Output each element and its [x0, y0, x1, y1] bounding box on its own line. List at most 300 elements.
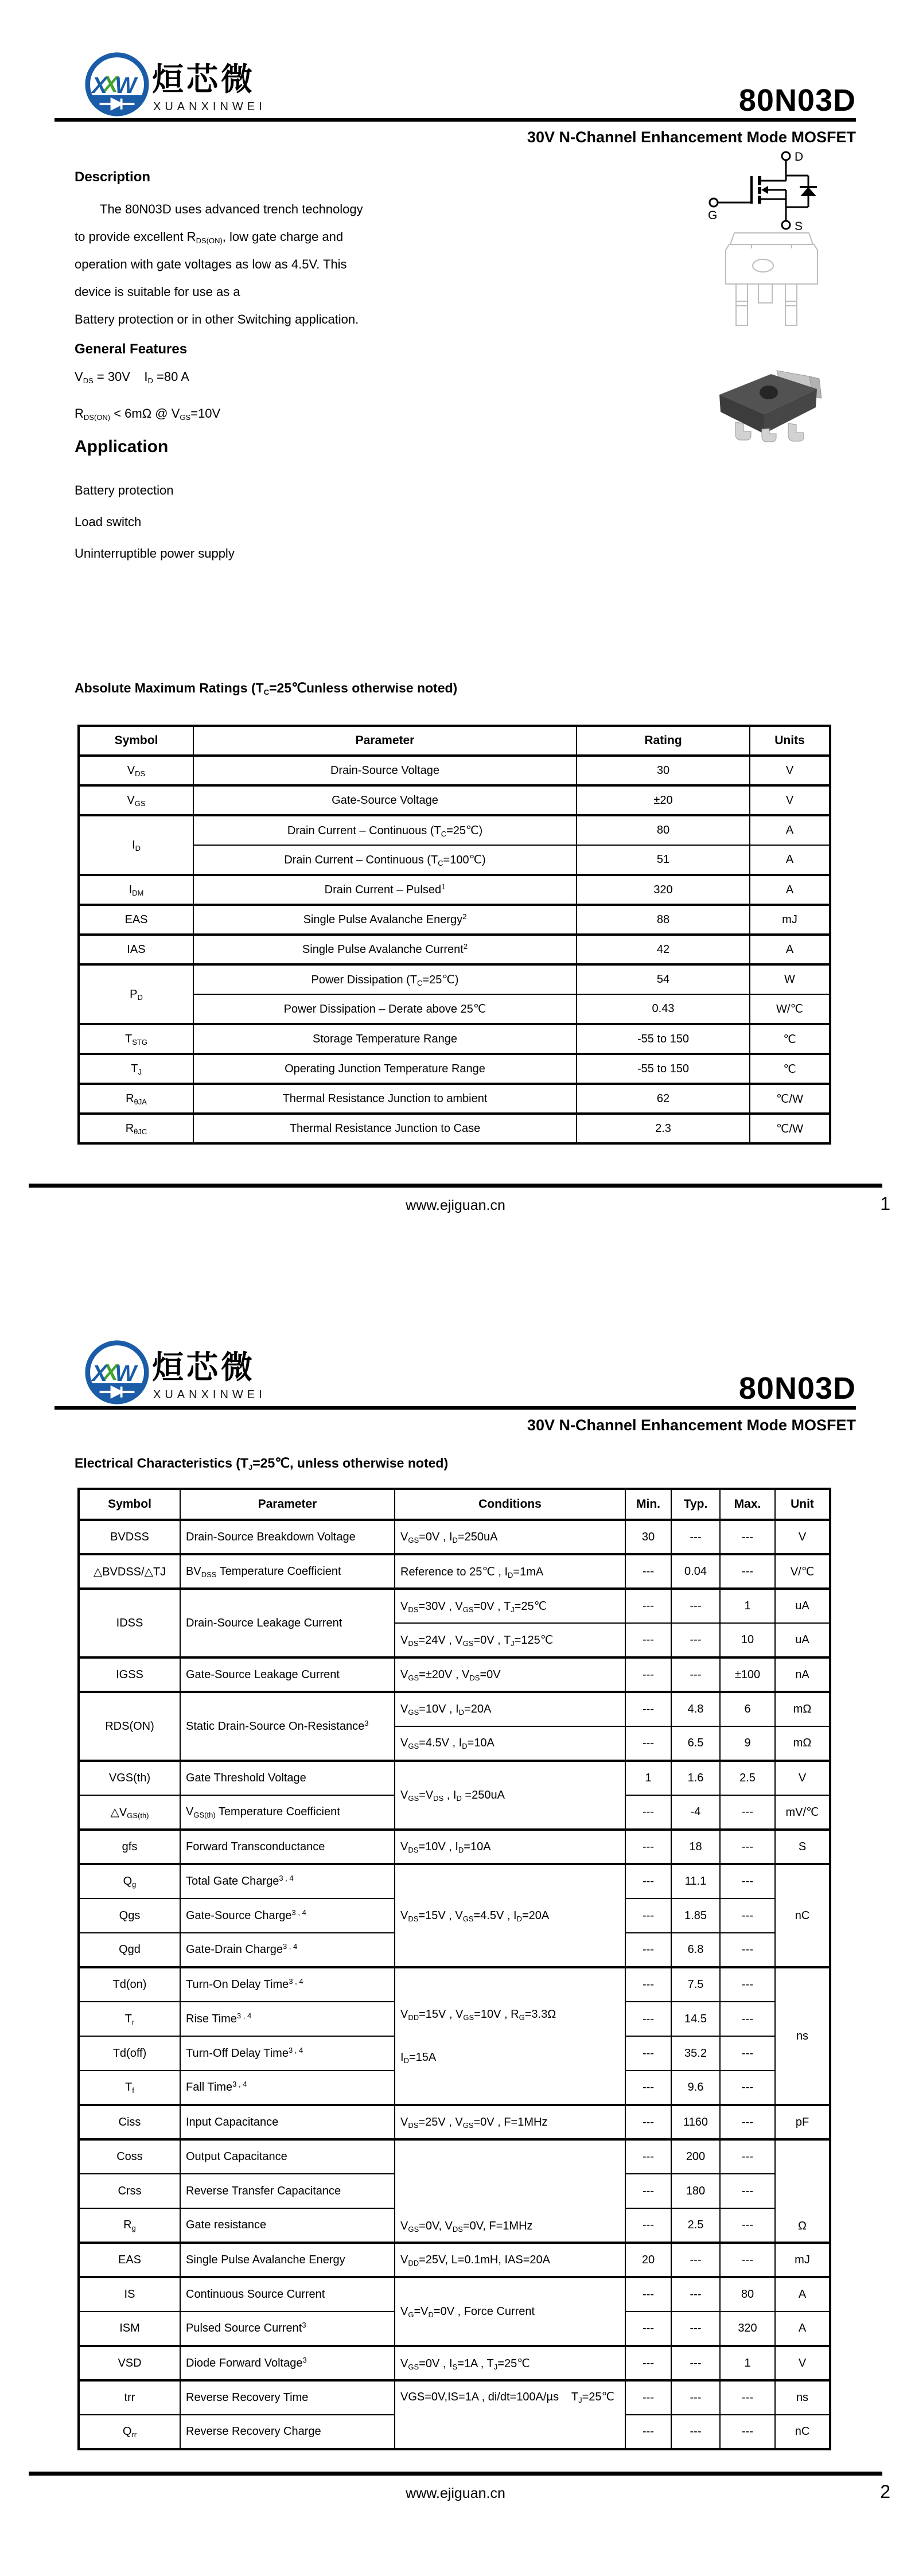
cell-max: ---: [720, 1898, 775, 1933]
page-number: 2: [880, 2481, 890, 2502]
cell-typ: 2.5: [671, 2208, 720, 2243]
cell-symbol: Td(off): [79, 2036, 180, 2071]
cell-max: ±100: [720, 1657, 775, 1692]
cell-symbol: gfs: [79, 1830, 180, 1864]
cell-max: ---: [720, 1830, 775, 1864]
cell-symbol: RDS(ON): [79, 1692, 180, 1761]
cell-unit: A: [775, 2312, 830, 2346]
cell-min: ---: [625, 2036, 671, 2071]
description-line: to provide excellent $R_{DS(ON)}$, low gate charge and: [75, 229, 344, 245]
cell-symbol: $P_D$: [79, 964, 193, 1024]
table-row: [79, 2105, 830, 2139]
description-line: The 80N03D uses advanced trench technology: [100, 202, 363, 216]
cell-typ: ---: [671, 2380, 720, 2415]
cell-symbol: $R_g$: [79, 2208, 180, 2243]
page-subtitle: 30V N-Channel Enhancement Mode MOSFET: [527, 1417, 856, 1434]
cell-unit: nC: [775, 2415, 830, 2449]
cell-max: 6: [720, 1692, 775, 1726]
cell-parameter: Gate-Source Voltage: [193, 785, 577, 815]
cell-unit: ns: [775, 2380, 830, 2415]
cell-max: ---: [720, 2002, 775, 2036]
logo-letter-x: X: [92, 1361, 107, 1387]
cell-min: ---: [625, 1830, 671, 1864]
cell-parameter: Gate-Source Charge$^{3 , 4}$: [180, 1898, 395, 1933]
brand-logo: [54, 49, 301, 122]
cell-symbol: $V_{GS}$: [79, 785, 193, 815]
cell-symbol: $T_r$: [79, 2002, 180, 2036]
cell-unit: nA: [775, 1657, 830, 1692]
logo-letter-x: X: [92, 73, 107, 99]
cell-max: ---: [720, 2208, 775, 2243]
feature-line: $V_{DS} = 30V$ $I_D =80$ A: [75, 369, 189, 385]
cell-parameter: Reverse Recovery Charge: [180, 2415, 395, 2449]
cell-typ: ---: [671, 1589, 720, 1623]
terminal-label-s: S: [795, 220, 803, 233]
cell-units: ℃: [750, 1024, 830, 1054]
mosfet-arrow: [761, 186, 768, 194]
cell-max: ---: [720, 2174, 775, 2208]
table-row: [79, 2243, 830, 2277]
cell-parameter: Thermal Resistance Junction to ambient: [193, 1084, 577, 1114]
logo-letter-w: W: [115, 1361, 137, 1387]
cell-typ: 9.6: [671, 2071, 720, 2105]
cell-conditions: $V_{DD}=25V$, L=0.1mH, IAS=20A: [395, 2243, 625, 2277]
header-rule: [54, 118, 856, 122]
cell-parameter: Diode Forward Voltage$^3$: [180, 2346, 395, 2380]
cell-conditions: $V_{DS}=10V$ , $I_D=10A$: [395, 1830, 625, 1864]
cell-symbol: Td(on): [79, 1967, 180, 2002]
footer-rule: [29, 1184, 882, 1188]
cell-max: 2.5: [720, 1761, 775, 1795]
brand-name-en: XUANXINWEI: [153, 100, 266, 113]
cell-min: ---: [625, 2002, 671, 2036]
description-heading: Description: [75, 169, 151, 185]
table-row: [79, 756, 830, 785]
cell-conditions: VGS=0V,IS=1A , di/dt=100A/µs $T_J=25℃$: [395, 2380, 625, 2449]
cell-symbol: Coss: [79, 2139, 180, 2174]
cell-unit: mΩ: [775, 1726, 830, 1761]
cell-min: ---: [625, 2071, 671, 2105]
cell-typ: 6.5: [671, 1726, 720, 1761]
cell-min: ---: [625, 2139, 671, 2174]
cell-typ: ---: [671, 2312, 720, 2346]
cell-max: ---: [720, 2380, 775, 2415]
description-paragraph: [75, 196, 499, 333]
cell-typ: -4: [671, 1795, 720, 1830]
cell-rating: 30: [577, 756, 750, 785]
mosfet-symbol-diagram: [707, 150, 822, 236]
cell-min: 1: [625, 1761, 671, 1795]
page-number: 1: [880, 1193, 890, 1214]
cell-unit: mJ: [775, 2243, 830, 2277]
cell-typ: ---: [671, 1657, 720, 1692]
cell-symbol: $T_{STG}$: [79, 1024, 193, 1054]
cell-symbol: $T_f$: [79, 2071, 180, 2105]
page-subtitle: 30V N-Channel Enhancement Mode MOSFET: [527, 129, 856, 146]
application-list: [75, 474, 235, 569]
cell-parameter: Gate-Drain Charge$^{3 , 4}$: [180, 1933, 395, 1967]
cell-typ: 0.04: [671, 1554, 720, 1589]
cell-parameter: Single Pulse Avalanche Energy: [180, 2243, 395, 2277]
cell-parameter: Forward Transconductance: [180, 1830, 395, 1864]
cell-typ: ---: [671, 1623, 720, 1657]
cell-unit: V/℃: [775, 1554, 830, 1589]
cell-min: ---: [625, 2346, 671, 2380]
cell-symbol: Qgd: [79, 1933, 180, 1967]
column-header: Unit: [775, 1489, 830, 1520]
column-header: Typ.: [671, 1489, 720, 1520]
table-row: [79, 964, 830, 994]
cell-min: ---: [625, 1795, 671, 1830]
feature-line: $R_{DS(ON)} < 6m\Omega$ @ $V_{GS}=10V$: [75, 406, 221, 422]
logo-letter-green: X: [103, 72, 118, 98]
cell-conditions: Reference to 25℃ , $I_D=1mA$: [395, 1554, 625, 1589]
table-row: [79, 1692, 830, 1726]
cell-parameter: Drain Current – Continuous $(T_C=25℃)$: [193, 815, 577, 845]
cell-symbol: $Q_g$: [79, 1864, 180, 1898]
cell-unit: mV/℃: [775, 1795, 830, 1830]
cell-rating: 88: [577, 905, 750, 935]
cell-parameter: Gate Threshold Voltage: [180, 1761, 395, 1795]
cell-min: ---: [625, 1623, 671, 1657]
cell-max: 9: [720, 1726, 775, 1761]
cell-symbol: △BVDSS/△TJ: [79, 1554, 180, 1589]
brand-logo-icon: [84, 52, 150, 117]
header-rule: [54, 1406, 856, 1410]
cell-units: ℃/W: [750, 1084, 830, 1114]
cell-units: V: [750, 785, 830, 815]
cell-unit: A: [775, 2277, 830, 2312]
cell-parameter: Power Dissipation $(T_C=25℃)$: [193, 964, 577, 994]
cell-symbol: EAS: [79, 2243, 180, 2277]
cell-rating: 51: [577, 845, 750, 875]
cell-conditions: $V_{GS}=V_{DS}$ , $I_D =250uA$: [395, 1761, 625, 1830]
brand-name-cn: 烜芯微: [152, 61, 256, 97]
part-number-title: 80N03D: [738, 1371, 856, 1406]
package-3d-image: [709, 365, 826, 450]
cell-min: ---: [625, 2277, 671, 2312]
cell-units: ℃: [750, 1054, 830, 1084]
description-line: Battery protection or in other Switching application.: [75, 312, 359, 326]
cell-parameter: Drain-Source Voltage: [193, 756, 577, 785]
cell-typ: 6.8: [671, 1933, 720, 1967]
cell-unit: V: [775, 2346, 830, 2380]
cell-min: 20: [625, 2243, 671, 2277]
column-header: Min.: [625, 1489, 671, 1520]
cell-conditions: $V_{GS}=0V$, $V_{DS}=0V$, F=1MHz: [395, 2139, 625, 2243]
cell-max: ---: [720, 1967, 775, 2002]
table-row: [79, 1864, 830, 1898]
table-row: [79, 1554, 830, 1589]
cell-conditions: $V_{DS}=24V$ , $V_{GS}=0V$ , $T_J=125℃$: [395, 1623, 625, 1657]
cell-symbol: VSD: [79, 2346, 180, 2380]
cell-conditions: $V_{DS}=15V$ , $V_{GS}=4.5V$ , $I_D=20A$: [395, 1864, 625, 1967]
package-outline-drawing: [717, 231, 826, 332]
brand-logo: [54, 1337, 301, 1410]
cell-units: W: [750, 964, 830, 994]
cell-symbol: IAS: [79, 935, 193, 964]
cell-conditions: $V_{GS}=0V$ , $I_S=1A$ , $T_J=25℃$: [395, 2346, 625, 2380]
cell-symbol: BVDSS: [79, 1520, 180, 1554]
column-header: Conditions: [395, 1489, 625, 1520]
cell-parameter: Storage Temperature Range: [193, 1024, 577, 1054]
table-row: [79, 2277, 830, 2312]
cell-typ: 11.1: [671, 1864, 720, 1898]
cell-parameter: Drain-Source Breakdown Voltage: [180, 1520, 395, 1554]
cell-parameter: Reverse Transfer Capacitance: [180, 2174, 395, 2208]
cell-conditions: $V_{GS}=10V$ , $I_D=20A$: [395, 1692, 625, 1726]
table-row: [79, 1761, 830, 1795]
cell-min: ---: [625, 1967, 671, 2002]
terminal-label-g: G: [708, 209, 718, 222]
cell-conditions: $V_G=V_D=0V$ , Force Current: [395, 2277, 625, 2346]
cell-conditions: $V_{DS}=25V$ , $V_{GS}=0V$ , F=1MHz: [395, 2105, 625, 2139]
cell-rating: 54: [577, 964, 750, 994]
cell-rating: -55 to 150: [577, 1054, 750, 1084]
cell-typ: ---: [671, 2346, 720, 2380]
cell-symbol: EAS: [79, 905, 193, 935]
column-header: Symbol: [79, 1489, 180, 1520]
brand-name-en: XUANXINWEI: [153, 1388, 266, 1401]
part-number-title: 80N03D: [738, 83, 856, 118]
cell-unit: pF: [775, 2105, 830, 2139]
cell-parameter: Rise Time$^{3 , 4}$: [180, 2002, 395, 2036]
column-header: Max.: [720, 1489, 775, 1520]
cell-typ: ---: [671, 2243, 720, 2277]
application-item: Battery protection: [75, 483, 174, 497]
table-header-row: [79, 726, 830, 756]
cell-unit: ns: [775, 1967, 830, 2105]
cell-parameter: Static Drain-Source On-Resistance$^3$: [180, 1692, 395, 1761]
table-row: [79, 815, 830, 845]
cell-min: ---: [625, 1864, 671, 1898]
cell-max: ---: [720, 2243, 775, 2277]
description-line: device is suitable for use as a: [75, 285, 240, 299]
table-row: [79, 2346, 830, 2380]
cell-typ: 4.8: [671, 1692, 720, 1726]
table-row: [79, 1520, 830, 1554]
cell-parameter: Gate-Source Leakage Current: [180, 1657, 395, 1692]
cell-parameter: Gate resistance: [180, 2208, 395, 2243]
cell-min: 30: [625, 1520, 671, 1554]
cell-parameter: Reverse Recovery Time: [180, 2380, 395, 2415]
cell-symbol: Qgs: [79, 1898, 180, 1933]
cell-unit: S: [775, 1830, 830, 1864]
cell-units: ℃/W: [750, 1114, 830, 1143]
cell-symbol: trr: [79, 2380, 180, 2415]
table-row: [79, 1024, 830, 1054]
cell-unit: mΩ: [775, 1692, 830, 1726]
cell-parameter: Thermal Resistance Junction to Case: [193, 1114, 577, 1143]
cell-max: ---: [720, 2071, 775, 2105]
brand-logo-icon: [84, 1340, 150, 1405]
table-row: [79, 1114, 830, 1143]
cell-unit: nC: [775, 1864, 830, 1967]
cell-parameter: Continuous Source Current: [180, 2277, 395, 2312]
cell-typ: 7.5: [671, 1967, 720, 2002]
terminal-label-d: D: [795, 150, 804, 164]
cell-rating: 80: [577, 815, 750, 845]
cell-parameter: $V_{GS(th)}$ Temperature Coefficient: [180, 1795, 395, 1830]
cell-min: ---: [625, 2312, 671, 2346]
cell-parameter: Fall Time$^{3 , 4}$: [180, 2071, 395, 2105]
electrical-characteristics-title: Electrical Characteristics ($T_J=25℃$, unless otherwise noted): [75, 1456, 449, 1472]
column-header: Rating: [577, 726, 750, 756]
cell-units: A: [750, 815, 830, 845]
table-row: [79, 1830, 830, 1864]
cell-conditions: $V_{GS}=\pm 20V$ , $V_{DS}=0V$: [395, 1657, 625, 1692]
cell-rating: 320: [577, 875, 750, 905]
cell-parameter: Single Pulse Avalanche Energy$^2$: [193, 905, 577, 935]
cell-min: ---: [625, 2415, 671, 2449]
table-row: [79, 935, 830, 964]
cell-conditions: $V_{GS}=4.5V$ , $I_D=10A$: [395, 1726, 625, 1761]
table-row: [79, 1054, 830, 1084]
cell-min: ---: [625, 1692, 671, 1726]
cell-conditions: $V_{DS}=30V$ , $V_{GS}=0V$ , $T_J=25℃$: [395, 1589, 625, 1623]
cell-symbol: ISM: [79, 2312, 180, 2346]
cell-typ: 35.2: [671, 2036, 720, 2071]
cell-parameter: $BV_{DSS}$ Temperature Coefficient: [180, 1554, 395, 1589]
logo-letter-w: W: [115, 73, 137, 99]
absolute-maximum-ratings-table: [77, 725, 831, 1145]
cell-symbol: IGSS: [79, 1657, 180, 1692]
cell-parameter: Operating Junction Temperature Range: [193, 1054, 577, 1084]
cell-max: 320: [720, 2312, 775, 2346]
footer-url: www.ejiguan.cn: [406, 1197, 505, 1213]
cell-typ: 14.5: [671, 2002, 720, 2036]
cell-symbol: $I_{DM}$: [79, 875, 193, 905]
cell-typ: 18: [671, 1830, 720, 1864]
cell-unit: uA: [775, 1623, 830, 1657]
cell-max: ---: [720, 1795, 775, 1830]
cell-symbol: $I_D$: [79, 815, 193, 875]
condition-line: $I_D=15A$: [400, 2051, 437, 2065]
cell-min: ---: [625, 1554, 671, 1589]
cell-parameter: Output Capacitance: [180, 2139, 395, 2174]
cell-parameter: Turn-On Delay Time$^{3 , 4}$: [180, 1967, 395, 2002]
cell-min: ---: [625, 2380, 671, 2415]
cell-units: A: [750, 935, 830, 964]
cell-units: W/℃: [750, 994, 830, 1024]
general-features-heading: General Features: [75, 341, 188, 357]
table-row: [79, 1589, 830, 1623]
cell-parameter: Single Pulse Avalanche Current$^2$: [193, 935, 577, 964]
cell-typ: 180: [671, 2174, 720, 2208]
cell-parameter: Drain Current – Pulsed$^1$: [193, 875, 577, 905]
cell-unit: V: [775, 1761, 830, 1795]
cell-rating: -55 to 150: [577, 1024, 750, 1054]
cell-typ: ---: [671, 2415, 720, 2449]
column-header: Symbol: [79, 726, 193, 756]
cell-min: ---: [625, 1589, 671, 1623]
cell-units: mJ: [750, 905, 830, 935]
cell-conditions: [395, 1967, 625, 2105]
cell-rating: 62: [577, 1084, 750, 1114]
cell-rating: 2.3: [577, 1114, 750, 1143]
cell-symbol: Ciss: [79, 2105, 180, 2139]
page-2: [0, 1288, 911, 2576]
table-header-row: [79, 1489, 830, 1520]
cell-parameter: Drain-Source Leakage Current: [180, 1589, 395, 1657]
body-diode: [800, 187, 816, 196]
column-header: Parameter: [180, 1489, 395, 1520]
cell-max: 80: [720, 2277, 775, 2312]
cell-max: ---: [720, 1554, 775, 1589]
table-row: [79, 875, 830, 905]
cell-typ: 1.85: [671, 1898, 720, 1933]
description-line: operation with gate voltages as low as 4.5V. This: [75, 257, 347, 271]
abs-max-table-title: Absolute Maximum Ratings ($T_C=25℃unless$ otherwise noted): [75, 680, 458, 696]
table-row: [79, 1084, 830, 1114]
cell-max: ---: [720, 2036, 775, 2071]
cell-min: ---: [625, 1726, 671, 1761]
cell-units: V: [750, 756, 830, 785]
cell-symbol: IDSS: [79, 1589, 180, 1657]
condition-line: $V_{DD}=15V$ , $V_{GS}=10V$ , $R_G=3.3\Omega$: [400, 2008, 556, 2022]
application-item: Load switch: [75, 515, 142, 529]
footer-rule: [29, 2472, 882, 2476]
cell-unit: Ω: [775, 2139, 830, 2243]
column-header: Parameter: [193, 726, 577, 756]
cell-typ: ---: [671, 2277, 720, 2312]
column-header: Units: [750, 726, 830, 756]
cell-typ: 1160: [671, 2105, 720, 2139]
cell-units: A: [750, 875, 830, 905]
cell-max: ---: [720, 1933, 775, 1967]
cell-typ: 1.6: [671, 1761, 720, 1795]
application-heading: Application: [75, 437, 169, 456]
cell-max: ---: [720, 2105, 775, 2139]
cell-symbol: Crss: [79, 2174, 180, 2208]
cell-max: 1: [720, 2346, 775, 2380]
table-row: [79, 2380, 830, 2415]
cell-min: ---: [625, 1933, 671, 1967]
cell-min: ---: [625, 2174, 671, 2208]
brand-name-cn: 烜芯微: [152, 1349, 256, 1385]
cell-conditions: $V_{GS}=0V$ , $I_D=250uA$: [395, 1520, 625, 1554]
logo-monogram: [91, 72, 138, 98]
cell-rating: ±20: [577, 785, 750, 815]
electrical-characteristics-table: [77, 1488, 831, 2450]
cell-parameter: Turn-Off Delay Time$^{3 , 4}$: [180, 2036, 395, 2071]
cell-parameter: Power Dissipation – Derate above 25℃: [193, 994, 577, 1024]
cell-max: ---: [720, 1520, 775, 1554]
cell-min: ---: [625, 1898, 671, 1933]
cell-max: 1: [720, 1589, 775, 1623]
cell-typ: ---: [671, 1520, 720, 1554]
application-item: Uninterruptible power supply: [75, 546, 235, 561]
logo-letter-green: X: [103, 1360, 118, 1386]
cell-symbol: $\triangle V_{GS(th)}$: [79, 1795, 180, 1830]
cell-symbol: VGS(th): [79, 1761, 180, 1795]
cell-min: ---: [625, 2105, 671, 2139]
cell-units: A: [750, 845, 830, 875]
cell-symbol: $Q_{rr}$: [79, 2415, 180, 2449]
cell-symbol: $R_{\theta JA}$: [79, 1084, 193, 1114]
table-row: [79, 785, 830, 815]
cell-parameter: Drain Current – Continuous $(T_C=100℃)$: [193, 845, 577, 875]
cell-parameter: Total Gate Charge$^{3 , 4}$: [180, 1864, 395, 1898]
cell-min: ---: [625, 2208, 671, 2243]
cell-symbol: $R_{\theta JC}$: [79, 1114, 193, 1143]
cell-max: ---: [720, 2415, 775, 2449]
cell-parameter: Input Capacitance: [180, 2105, 395, 2139]
cell-max: ---: [720, 2139, 775, 2174]
logo-monogram: [91, 1360, 138, 1386]
footer-url: www.ejiguan.cn: [406, 2485, 505, 2501]
cell-typ: 200: [671, 2139, 720, 2174]
